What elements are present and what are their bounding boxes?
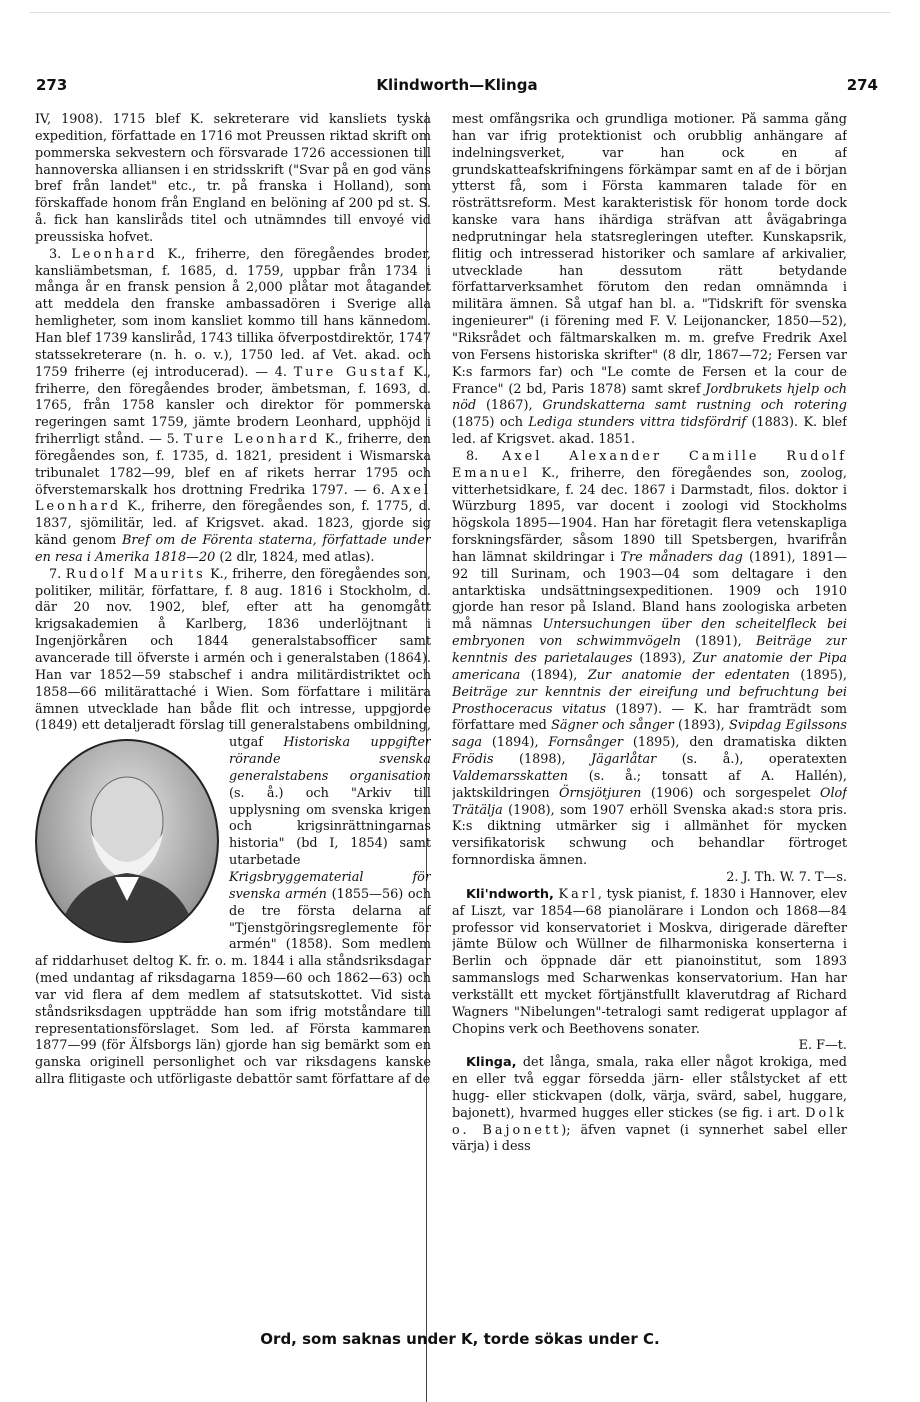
paragraph: Kli'ndworth, Karl, tysk pianist, f. 1830 i Hannover, elev af Liszt, var 1854—68 pianolärare i London och 1868—84 professor vid konservatoriet i Moskva, dirigerade därefter jämte Bülow och Wüllner de filharmoniska konserterna i Berlin och öppnade där ett pianoinstitut, som 1893 sammanslogs med Scharwenkas konservatorium. Han har verkställt ett mycket förtjänstfullt klaverutdrag af Richard Wagners "Nibelungen"-tetralogi samt redigerat upplagor af Chopins verk och Beethovens sonater. E. F—t. <box>452 886 847 1054</box>
paragraph: IV, 1908). 1715 blef K. sekreterare vid kansliets tyska expedition, författade en 1716 mot Preussen riktad skrift om pommerska sekvestern och försvarade 1726 accessionen till hannoverska alliansen i en stridsskrift ("Svar på en god väns bref från landet" etc., tr. på franska i Holland), som förskaffade honom från England en belöning af 200 pd st. S. å. fick han kansliråds titel och utnämndes till envoyé vid preussiska hofvet. <box>35 112 431 245</box>
paragraph: 8. Axel Alexander Camille Rudolf Emanuel K., friherre, den föregåendes son, zoolog, vitterhetsidkare, f. 24 dec. 1867 i Darmstadt, filos. doktor i Würzburg 1895, var docent i zoologi vid Stockholms högskola 1895—1904. Han har företagit flera vetenskapliga forskningsfärder, såsom 1890 till Spetsbergen, hvarifrån han lämnat skildringar i Tre månaders dag (1891), 1891—92 till Surinam, och 1903—04 som deltagare i den antarktiska undsättningsexpeditionen. 1909 och 1910 gjorde han resor på Island. Bland hans zoologiska arbeten må nämnas Untersuchungen über den scheitelfleck bei embryonen von schwimmvögeln (1891), Beiträge zur kenntnis des parietalauges (1893), Zur anatomie der Pipa americana (1894), Zur anatomie der edentaten (1895), Beiträge zur kenntnis der eireifung und befruchtung bei Prosthoceracus vitatus (1897). — K. har framträdt som författare med Sägner och sånger (1893), Svipdag Egilssons saga (1894), Fornsånger (1895), den dramatiska dikten Frödis (1898), Jägarlåtar (s. å.), operatexten Valdemarsskatten (s. å.; tonsatt af A. Hallén), jaktskildringen Örnsjötjuren (1906) och sorgespelet Olof Trätälja (1908), som 1907 erhöll Svenska akad:s stora pris. K:s diktning utmärker sig i allmänhet för mycken versifikatorisk schwung och behandlar förtroget fornnordiska ämnen. 2. J. Th. W. 7. T—s. <box>452 448 847 885</box>
left-column <box>35 112 431 1402</box>
page-header <box>36 76 878 98</box>
paragraph: 7. Rudolf Maurits K., friherre, den föregåendes son, politiker, militär, författare, f. 8 aug. 1816 i Stockholm, d. där 20 nov. 1902, blef, efter att ha genomgått krigsakademien å Karlberg, 1836 underlöjtnant i Ingenjörkåren och 1844 generalstabsofficer samt avancerade till öfverste i armén och i generalstaben (1864). Han var 1852—59 stabschef i andra militärdistriktet och 1858—66 militärattaché i Wien. Som författare i militära ämnen utvecklade han både flit och intresse, uppgjorde (1849) ett detaljeradt förslag till generalstabens ombildning, utgaf Historiska uppgifter rörande svenska generalstabens organisation (s. å.) och "Arkiv till upplysning om svenska krigen och krigsinrättningarnas historia" (bd I, 1854) samt utarbetade Krigsbryggematerial för svenska armén (1855—56) och de tre första delarna af "Tjenstgöringsreglemente för armén" (1858). Som medlem af riddarhuset deltog K. fr. o. m. 1844 i alla ståndsriksdagar (med undantag af riksdagarna 1859—60 och 1862—63) och var vid flera af dem medlem af statsutskottet. Vid sista ståndsriksdagen uppträdde han som ifrig motståndare till representationsförslaget. Som led. af Första kammaren 1877—99 (för Älfsborgs län) gjorde han sig bemärkt som en ganska originell personlighet och var riksdagens kanske allra flitigaste och utförligaste debattör samt författare af de <box>35 566 431 1088</box>
right-column <box>452 112 847 1402</box>
page-number-left: 273 <box>36 76 68 94</box>
paragraph: mest omfångsrika och grundliga motioner. På samma gång han var ifrig protektionist och orubblig anhängare af indelningsverket, var han ock en af grundskatteafskrifningens förkämpar samt en af de i början ytterst få, som i Första kammaren talade för en rösträttsreform. Mest karakteristisk för honom torde dock kanske vara hans ihärdiga sträfvan att åvägabringa nedprutningar hela statsregleringen utefter. Kunskapsrik, flitig och intresserad historiker och samlare af arkivalier, utvecklade han dessutom rätt betydande författarverksamhet förutom den redan omnämnda i militära ämnen. Så utgaf han bl. a. "Tidskrift för svenska ingenieurer" (i förening med F. V. Leijonancker, 1850—52), "Riksrådet och fältmarskalken m. m. grefve Fredrik Axel von Fersens historiska skrifter" (8 dlr, 1867—72; Fersen var K:s farmors far) och "Le comte de Fersen et la cour de France" (2 bd, Paris 1878) samt skref Jordbrukets hjelp och nöd (1867), Grundskatterna samt rustning och rotering (1875) och Lediga stunders vittra tidsfördrif (1883). K. blef led. af Krigsvet. akad. 1851. <box>452 112 847 448</box>
top-rule <box>30 12 890 13</box>
entry-headword: Kli'ndworth, <box>466 886 554 902</box>
signature: E. F—t. <box>798 1038 847 1054</box>
signature: 2. J. Th. W. 7. T—s. <box>726 869 847 885</box>
entry-headword: Klinga, <box>466 1055 517 1071</box>
paragraph: Klinga, det långa, smala, raka eller något krokiga, med en eller två eggar försedda järn- eller stålstycket af ett hugg- eller stickvapen (dolk, värja, svärd, sabel, huggare, bajonett), hvarmed hugges eller stickes (se fig. i art. Dolk o. Bajonett); äfven vapnet (i synnerhet sabel eller värja) i dess <box>452 1055 847 1155</box>
portrait-image <box>35 739 219 943</box>
page-number-right: 274 <box>846 76 878 94</box>
running-head: Klindworth—Klinga <box>376 76 538 94</box>
paragraph: 3. Leonhard K., friherre, den föregåendes broder, kansliämbetsman, f. 1685, d. 1759, uppbar från 1734 i många år en fransk pension å 2,000 plåtar mot åtagandet att meddela den franske ambassadören i Sverige alla hemligheter, som inom kansliet kommo till hans kännedom. Han blef 1739 kansliråd, 1743 tillika öfverpostdirektör, 1747 statssekreterare (n. h. o. v.), 1750 led. af Vet. akad. och 1759 friherre (ej introducerad). — 4. Ture Gustaf K., friherre, den föregåendes broder, ämbetsman, f. 1693, d. 1765, från 1758 kansler och direktor för pommerska regeringen samt 1759, jämte brodern Leonhard, upphöjd i friherrligt stånd. — 5. Ture Leonhard K., friherre, den föregåendes son, f. 1735, d. 1821, president i Wismarska tribunalet 1782—99, blef en af rikets herrar 1795 och öfverstemarskalk hos drottning Fredrika 1797. — 6. Axel Leonhard K., friherre, den föregåendes son, f. 1775, d. 1837, sjömilitär, led. af Krigsvet. akad. 1823, gjorde sig känd genom Bref om de Förenta staterna, författade under en resa i Amerika 1818—20 (2 dlr, 1824, med atlas). <box>35 246 431 565</box>
footer-note: Ord, som saknas under K, torde sökas under C. <box>260 1330 660 1348</box>
